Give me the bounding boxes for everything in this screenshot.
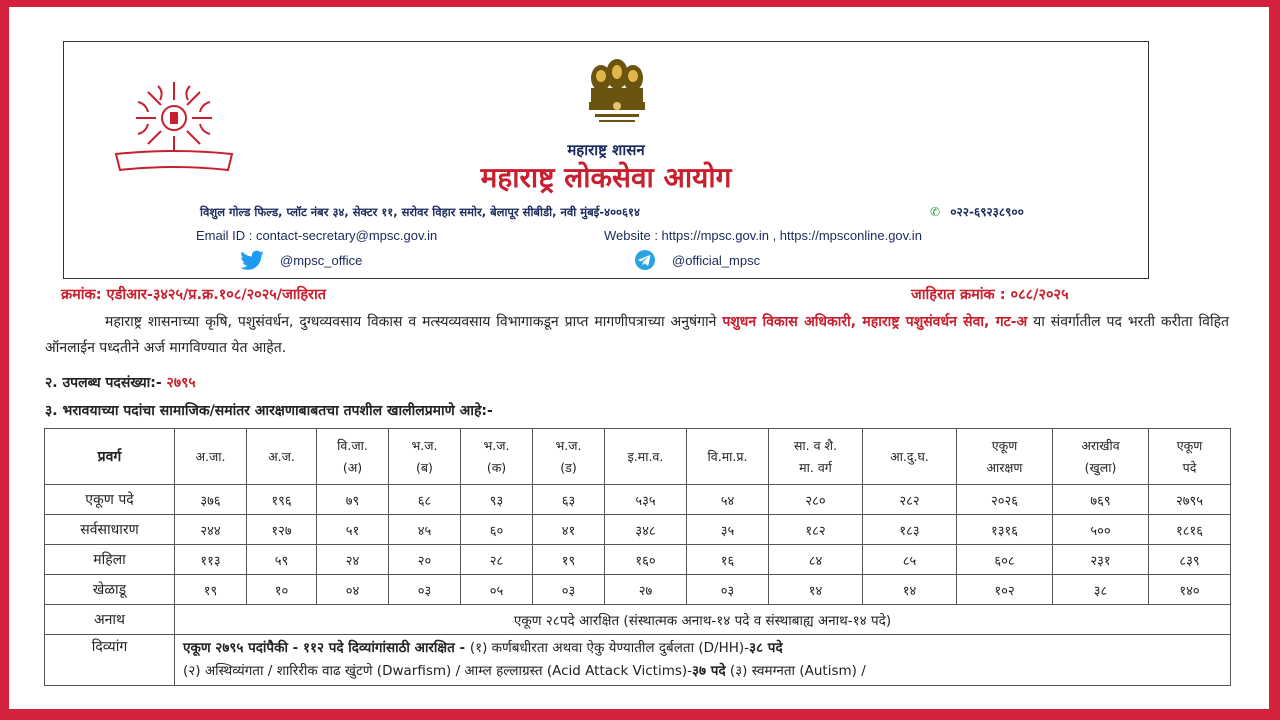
- table-cell: ८५: [863, 545, 957, 575]
- twitter-link[interactable]: [240, 250, 362, 270]
- posts-available-count: २७९५: [166, 375, 196, 391]
- telegram-icon: [632, 250, 658, 270]
- table-cell: २०२६: [957, 485, 1053, 515]
- table-cell: १४: [863, 575, 957, 605]
- table-cell: ३८: [1053, 575, 1149, 605]
- table-cell: १०: [247, 575, 317, 605]
- table-cell: ६८: [389, 485, 461, 515]
- table-row: [45, 515, 1231, 545]
- phone-number: ०२२-६९२३८९००: [950, 205, 1024, 219]
- post-name: पशुधन विकास अधिकारी, महाराष्ट्र पशुसंवर्धन सेवा, गट-अ: [722, 314, 1028, 330]
- table-cell: १९: [533, 545, 605, 575]
- table-cell: ७६९: [1053, 485, 1149, 515]
- website-line[interactable]: Website : https://mpsc.gov.in , https://mpsconline.gov.in: [604, 228, 922, 243]
- column-header-text: अ.जा.: [195, 448, 226, 464]
- column-header-text: प्रवर्ग: [97, 448, 122, 465]
- telegram-link[interactable]: [632, 250, 760, 270]
- commission-title: महाराष्ट्र लोकसेवा आयोग: [480, 161, 732, 194]
- divyang-text-segment: ३८ पदे: [749, 640, 783, 656]
- table-cell: १२७: [247, 515, 317, 545]
- column-header: [957, 429, 1053, 485]
- column-header-text: भ.ज.: [483, 437, 510, 453]
- column-header-text: एकूण: [1176, 437, 1203, 453]
- table-cell: १३१६: [957, 515, 1053, 545]
- table-cell: ५४: [687, 485, 769, 515]
- column-header: [317, 429, 389, 485]
- table-cell: ०३: [687, 575, 769, 605]
- row-category: खेळाडू: [45, 575, 175, 605]
- table-cell: १६: [687, 545, 769, 575]
- phone-contact: [930, 203, 1024, 220]
- posts-available-label: २. उपलब्ध पदसंख्या:-: [45, 375, 167, 391]
- table-row: [45, 485, 1231, 515]
- column-header: [45, 429, 175, 485]
- table-cell: ५३५: [605, 485, 687, 515]
- table-cell: ५९: [247, 545, 317, 575]
- column-header: [605, 429, 687, 485]
- row-category: सर्वसाधारण: [45, 515, 175, 545]
- twitter-icon: [240, 250, 266, 270]
- table-cell: ०३: [389, 575, 461, 605]
- document-page: [9, 7, 1269, 709]
- government-name: महाराष्ट्र शासन: [567, 141, 645, 159]
- table-body: [45, 485, 1231, 686]
- table-cell: २८२: [863, 485, 957, 515]
- intro-text-1: महाराष्ट्र शासनाच्या कृषि, पशुसंवर्धन, दुग्धव्यवसाय विकास व मत्स्यव्यवसाय विभागाकडून प्राप्त मागणीपत्राच्या अनुषंगाने: [105, 314, 723, 330]
- column-header-text: इ.मा.व.: [627, 448, 664, 464]
- column-header-text: (अ): [342, 459, 363, 475]
- section-3-title: ३. भरावयाच्या पदांचा सामाजिक/समांतर आरक्षणाबाबतचा तपशील खालीलप्रमाणे आहे:-: [45, 403, 493, 419]
- column-header-text: (ड): [560, 459, 577, 475]
- table-cell: २४४: [175, 515, 247, 545]
- telegram-handle: @official_mpsc: [672, 252, 761, 268]
- table-cell: ४५: [389, 515, 461, 545]
- column-header-text: अ.ज.: [268, 448, 295, 464]
- table-cell: ३४८: [605, 515, 687, 545]
- anath-reservation-text: एकूण २८पदे आरक्षित (संस्थात्मक अनाथ-१४ पदे व संस्थाबाह्य अनाथ-१४ पदे): [175, 605, 1231, 635]
- table-cell: १८२: [769, 515, 863, 545]
- column-header: [175, 429, 247, 485]
- phone-icon: ✆: [930, 205, 941, 219]
- column-header: [687, 429, 769, 485]
- column-header-text: (खुला): [1084, 459, 1117, 475]
- column-header-text: पदे: [1182, 459, 1197, 475]
- letterhead: [63, 41, 1149, 279]
- column-header: [769, 429, 863, 485]
- table-cell: १६०: [605, 545, 687, 575]
- table-cell: १४०: [1149, 575, 1231, 605]
- table-cell: ६०८: [957, 545, 1053, 575]
- table-cell: ३७६: [175, 485, 247, 515]
- table-cell: ८३९: [1149, 545, 1231, 575]
- table-cell: ४१: [533, 515, 605, 545]
- reference-number: क्रमांक: एडीआर-३४२५/प्र.क्र.१०८/२०२५/जाहिरात: [61, 287, 326, 303]
- advertisement-number: जाहिरात क्रमांक : ०८८/२०२५: [911, 287, 1069, 303]
- divyang-text-segment: (२) अस्थिव्यंगता / शारिरीक वाढ खुंटणे (Dwarfism) / आम्ल हल्लाग्रस्त (Acid Attack Victims)-: [183, 663, 693, 679]
- table-cell: २७: [605, 575, 687, 605]
- divyang-text-segment: ३७ पदे: [692, 663, 726, 679]
- table-cell: ६३: [533, 485, 605, 515]
- row-category: एकूण पदे: [45, 485, 175, 515]
- table-cell: २३१: [1053, 545, 1149, 575]
- table-cell: ७९: [317, 485, 389, 515]
- table-cell: ०५: [461, 575, 533, 605]
- column-header-text: अराखीव: [1081, 437, 1120, 453]
- posts-available: [45, 373, 196, 392]
- reservation-table: [44, 428, 1231, 686]
- column-header-text: (क): [486, 459, 507, 475]
- row-category: दिव्यांग: [45, 635, 175, 686]
- table-cell: ११३: [175, 545, 247, 575]
- email-line[interactable]: Email ID : contact-secretary@mpsc.gov.in: [196, 228, 438, 243]
- table-cell: १९: [175, 575, 247, 605]
- table-cell: २७९५: [1149, 485, 1231, 515]
- table-cell: ०४: [317, 575, 389, 605]
- table-cell: १०२: [957, 575, 1053, 605]
- table-cell: ६०: [461, 515, 533, 545]
- column-header-text: आ.दु.घ.: [890, 448, 929, 464]
- table-row: [45, 545, 1231, 575]
- column-header-text: मा. वर्ग: [799, 459, 832, 475]
- column-header: [1053, 429, 1149, 485]
- table-cell: ०३: [533, 575, 605, 605]
- table-row: [45, 575, 1231, 605]
- column-header: [863, 429, 957, 485]
- column-header-text: सा. व शै.: [793, 437, 838, 453]
- national-emblem-icon: [579, 56, 655, 136]
- table-row-divyang: [45, 635, 1231, 686]
- table-cell: १९६: [247, 485, 317, 515]
- column-header-text: एकूण: [991, 437, 1018, 453]
- table-cell: ५००: [1053, 515, 1149, 545]
- table-cell: २०: [389, 545, 461, 575]
- table-cell: ९३: [461, 485, 533, 515]
- table-cell: १८१६: [1149, 515, 1231, 545]
- divyang-text-segment: (१) कर्णबधीरता अथवा ऐकु येण्यातील दुर्बलता (D/HH)-: [469, 640, 750, 656]
- column-header-text: भ.ज.: [411, 437, 438, 453]
- divyang-reservation-text: [175, 635, 1231, 686]
- table-row-anath: [45, 605, 1231, 635]
- divyang-text-segment: (३) स्वमग्नता (Autism) /: [725, 663, 866, 679]
- column-header: [389, 429, 461, 485]
- column-header: [247, 429, 317, 485]
- column-header-text: वि.मा.प्र.: [707, 448, 748, 464]
- column-header-text: वि.जा.: [337, 437, 368, 453]
- table-cell: २८: [461, 545, 533, 575]
- intro-text-2: या संवर्गातील पद भरती करीता विहित ऑनलाईन पध्दतीने अर्ज मागविण्यात येत आहेत.: [45, 314, 1229, 356]
- column-header-text: (ब): [416, 459, 433, 475]
- twitter-handle: @mpsc_office: [280, 252, 363, 268]
- column-header-text: भ.ज.: [555, 437, 582, 453]
- column-header: [533, 429, 605, 485]
- intro-paragraph: [45, 309, 1229, 361]
- row-category: महिला: [45, 545, 175, 575]
- column-header: [1149, 429, 1231, 485]
- table-cell: ३५: [687, 515, 769, 545]
- column-header: [461, 429, 533, 485]
- table-cell: १४: [769, 575, 863, 605]
- column-header-text: आरक्षण: [986, 459, 1023, 475]
- row-category: अनाथ: [45, 605, 175, 635]
- table-cell: ५१: [317, 515, 389, 545]
- divyang-text-segment: एकूण २७९५ पदांपैकी - ११२ पदे दिव्यांगांसाठी आरक्षित -: [183, 640, 470, 656]
- office-address: विशुल गोल्ड फिल्ड, प्लॉट नंबर ३४, सेक्टर ११, सरोवर विहार समोर, बेलापूर सीबीडी, नवी मुंबई-४००६१४: [200, 205, 640, 219]
- table-cell: २८०: [769, 485, 863, 515]
- table-cell: १८३: [863, 515, 957, 545]
- table-cell: ८४: [769, 545, 863, 575]
- table-cell: २४: [317, 545, 389, 575]
- table-header-row: [45, 429, 1231, 485]
